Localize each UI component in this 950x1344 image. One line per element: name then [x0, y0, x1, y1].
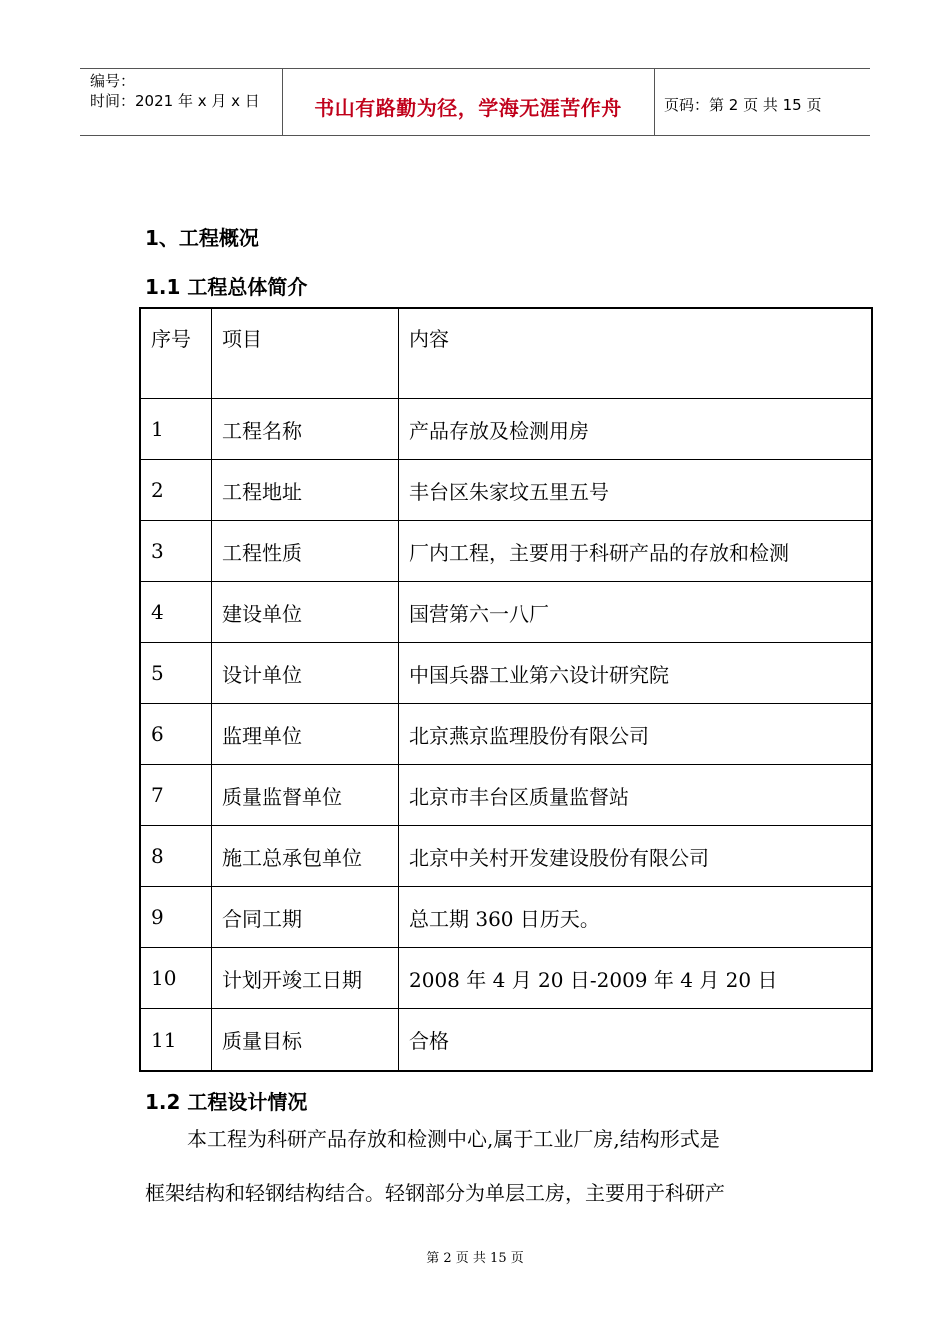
table-cell-item: 工程性质 — [212, 521, 399, 582]
table-row — [140, 1009, 872, 1071]
section-title-1: 1、工程概况 — [145, 226, 259, 250]
table-row — [140, 826, 872, 887]
table-row — [140, 521, 872, 582]
design-paragraph — [145, 1112, 815, 1220]
table-row — [140, 704, 872, 765]
section-title-1-2: 1.2 工程设计情况 — [145, 1090, 308, 1114]
document-time: 时间：2021 年 x 月 x 日 — [90, 92, 260, 110]
table-cell-index: 6 — [140, 704, 212, 765]
header-meta — [80, 69, 283, 135]
header-page-info: 页码：第 2 页 共 15 页 — [664, 96, 822, 114]
table-row — [140, 399, 872, 460]
table-cell-index: 2 — [140, 460, 212, 521]
table-cell-index: 5 — [140, 643, 212, 704]
table-cell-item: 监理单位 — [212, 704, 399, 765]
page-footer: 第 2 页 共 15 页 — [426, 1251, 524, 1266]
table-header-row — [140, 308, 872, 399]
table-row — [140, 948, 872, 1009]
table-cell-content: 北京市丰台区质量监督站 — [399, 765, 873, 826]
header-motto-cell — [282, 69, 655, 135]
table-row — [140, 460, 872, 521]
table-cell-index: 3 — [140, 521, 212, 582]
table-cell-item: 设计单位 — [212, 643, 399, 704]
table-cell-item: 工程地址 — [212, 460, 399, 521]
paragraph-line-text: 本工程为科研产品存放和检测中心,属于工业厂房,结构形式是 — [187, 1127, 720, 1151]
table-cell-content: 国营第六一八厂 — [399, 582, 873, 643]
table-cell-item: 质量监督单位 — [212, 765, 399, 826]
table-cell-index: 4 — [140, 582, 212, 643]
table-row — [140, 887, 872, 948]
table-row — [140, 643, 872, 704]
table-cell-content: 总工期 360 日历天。 — [399, 887, 873, 948]
table-cell-content: 北京燕京监理股份有限公司 — [399, 704, 873, 765]
table-cell-content: 产品存放及检测用房 — [399, 399, 873, 460]
table-cell-item: 质量目标 — [212, 1009, 399, 1071]
project-overview-table — [139, 307, 873, 1072]
table-cell-content: 2008 年 4 月 20 日-2009 年 4 月 20 日 — [399, 948, 873, 1009]
table-row — [140, 765, 872, 826]
table-header-cell: 内容 — [399, 308, 873, 399]
table-cell-content: 厂内工程，主要用于科研产品的存放和检测 — [399, 521, 873, 582]
table-header-cell: 序号 — [140, 308, 212, 399]
table-row — [140, 582, 872, 643]
table-cell-item: 建设单位 — [212, 582, 399, 643]
header-motto: 书山有路勤为径，学海无涯苦作舟 — [314, 96, 622, 120]
table-cell-index: 1 — [140, 399, 212, 460]
table-cell-index: 7 — [140, 765, 212, 826]
page-header — [80, 68, 870, 136]
paragraph-line — [145, 1112, 815, 1166]
table-cell-index: 9 — [140, 887, 212, 948]
header-page-cell — [654, 69, 870, 135]
table-cell-index: 11 — [140, 1009, 212, 1071]
table-cell-content: 合格 — [399, 1009, 873, 1071]
table-cell-content: 中国兵器工业第六设计研究院 — [399, 643, 873, 704]
document-number-label: 编号： — [90, 72, 136, 90]
table-cell-item: 工程名称 — [212, 399, 399, 460]
table-cell-item: 计划开竣工日期 — [212, 948, 399, 1009]
table-cell-item: 施工总承包单位 — [212, 826, 399, 887]
table-cell-index: 8 — [140, 826, 212, 887]
table-cell-index: 10 — [140, 948, 212, 1009]
table-cell-content: 北京中关村开发建设股份有限公司 — [399, 826, 873, 887]
table-cell-content: 丰台区朱家坟五里五号 — [399, 460, 873, 521]
table-header-cell: 项目 — [212, 308, 399, 399]
section-title-1-1: 1.1 工程总体简介 — [145, 275, 308, 299]
table-cell-item: 合同工期 — [212, 887, 399, 948]
paragraph-line: 框架结构和轻钢结构结合。轻钢部分为单层工房，主要用于科研产 — [145, 1181, 725, 1205]
